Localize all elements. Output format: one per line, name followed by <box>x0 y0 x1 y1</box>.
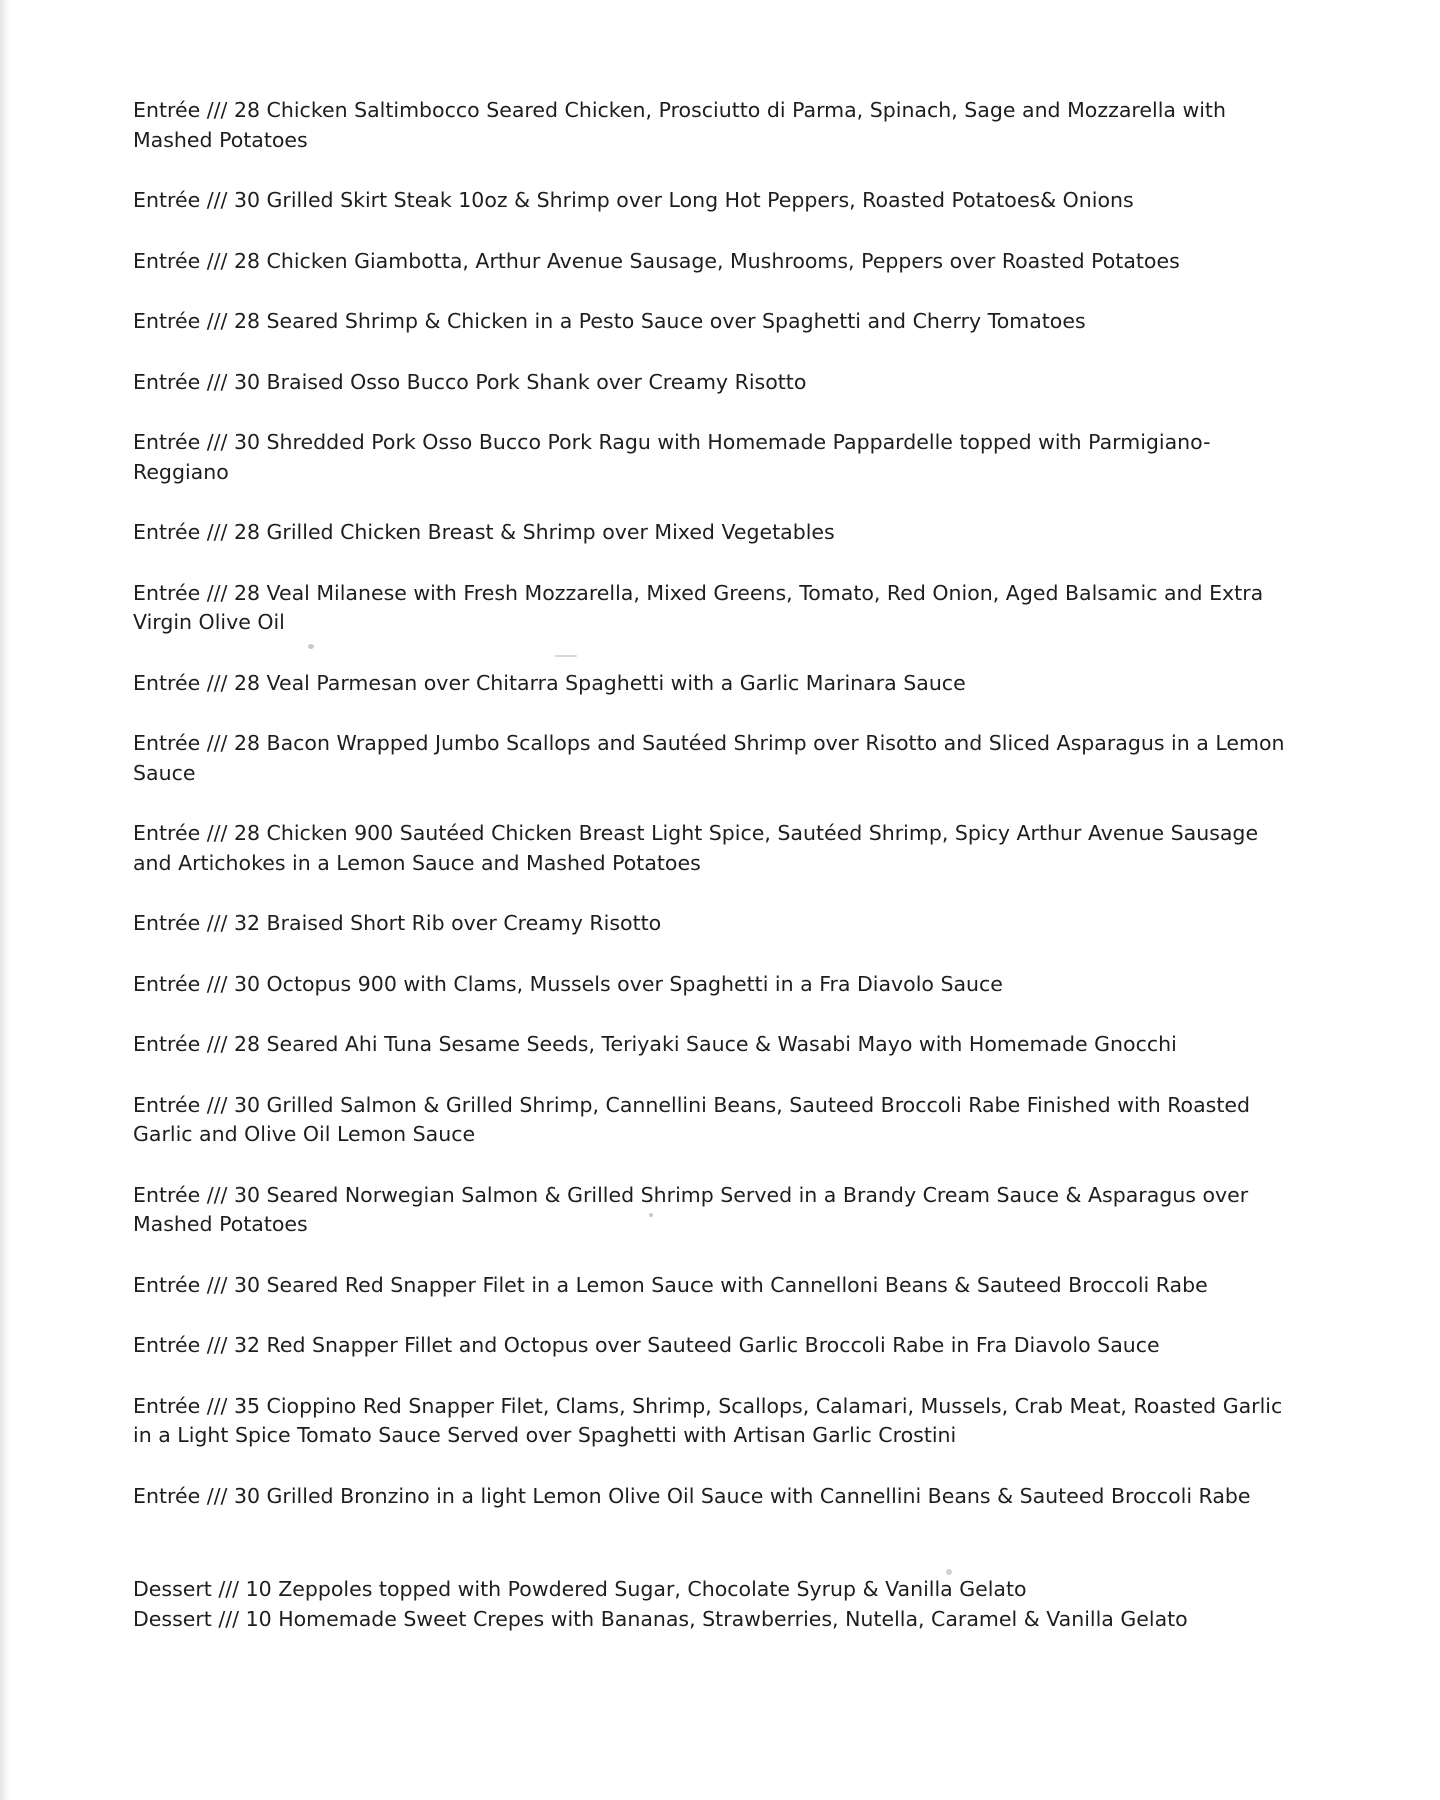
entree-item: Entrée /// 28 Seared Ahi Tuna Sesame Seeds, Teriyaki Sauce & Wasabi Mayo with Homemade Gnocchi <box>133 1032 1177 1056</box>
entree-item: Entrée /// 30 Grilled Bronzino in a light Lemon Olive Oil Sauce with Cannellini Beans & Sauteed Broccoli Rabe <box>133 1483 1251 1508</box>
entree-item: Entrée /// 30 Octopus 900 with Clams, Mussels over Spaghetti in a Fra Diavolo Sauce <box>133 971 1003 996</box>
entree-item: Entrée /// 28 Seared Shrimp & Chicken in a Pesto Sauce over Spaghetti and Cherry Tomatoes <box>133 309 1086 333</box>
entree-item: Entrée /// 30 Shredded Pork Osso Bucco Pork Ragu with Homemade Pappardelle topped with Parmigiano-Reggiano <box>133 430 1211 484</box>
entree-item: Entrée /// 28 Grilled Chicken Breast & Shrimp over Mixed Vegetables <box>133 520 835 544</box>
scan-speck <box>649 1213 653 1217</box>
entree-list <box>133 96 1293 1511</box>
entree-item: Entrée /// 28 Veal Milanese with Fresh Mozzarella, Mixed Greens, Tomato, Red Onion, Aged Balsamic and Extra Virgin Olive Oil <box>133 580 1264 634</box>
entree-item: Entrée /// 30 Grilled Skirt Steak 10oz & Shrimp over Long Hot Peppers, Roasted Potatoes& Onions <box>133 188 1134 212</box>
entree-item: Entrée /// 28 Chicken Saltimbocco Seared Chicken, Prosciutto di Parma, Spinach, Sage and Mozzarella with Mashed Potatoes <box>133 98 1226 152</box>
entree-item: Entrée /// 30 Seared Norwegian Salmon & Grilled Shrimp Served in a Brandy Cream Sauce & Asparagus over Mashed Potatoes <box>133 1182 1249 1236</box>
dessert-list <box>133 1575 1293 1634</box>
menu-body <box>133 96 1293 1634</box>
entree-item: Entrée /// 28 Chicken Giambotta, Arthur Avenue Sausage, Mushrooms, Peppers over Roasted Potatoes <box>133 248 1180 273</box>
entree-item: Entrée /// 35 Cioppino Red Snapper Filet, Clams, Shrimp, Scallops, Calamari, Mussels, Crab Meat, Roasted Garlic in a Light Spice Tomato Sauce Served over Spaghetti with Artisan Garlic Crostini <box>133 1393 1283 1447</box>
entree-item: Entrée /// 30 Braised Osso Bucco Pork Shank over Creamy Risotto <box>133 369 807 394</box>
dessert-item: Dessert /// 10 Homemade Sweet Crepes with Bananas, Strawberries, Nutella, Caramel & Vanilla Gelato <box>133 1606 1188 1631</box>
scan-speck <box>946 1569 952 1575</box>
entree-item: Entrée /// 28 Veal Parmesan over Chitarra Spaghetti with a Garlic Marinara Sauce <box>133 670 966 695</box>
entree-item: Entrée /// 28 Bacon Wrapped Jumbo Scallops and Sautéed Shrimp over Risotto and Sliced Asparagus in a Lemon Sauce <box>133 731 1285 785</box>
entree-item: Entrée /// 32 Red Snapper Fillet and Octopus over Sauteed Garlic Broccoli Rabe in Fra Diavolo Sauce <box>133 1333 1160 1357</box>
entree-item: Entrée /// 28 Chicken 900 Sautéed Chicken Breast Light Spice, Sautéed Shrimp, Spicy Arthur Avenue Sausage and Artichokes in a Lemon Sauce and Mashed Potatoes <box>133 821 1259 875</box>
entree-item: Entrée /// 30 Grilled Salmon & Grilled Shrimp, Cannellini Beans, Sauteed Broccoli Rabe Finished with Roasted Garlic and Olive Oil Lemon Sauce <box>133 1092 1250 1146</box>
scan-speck <box>308 644 314 649</box>
entree-item: Entrée /// 32 Braised Short Rib over Creamy Risotto <box>133 911 662 935</box>
entree-item: Entrée /// 30 Seared Red Snapper Filet in a Lemon Sauce with Cannelloni Beans & Sauteed Broccoli Rabe <box>133 1272 1208 1297</box>
dessert-item: Dessert /// 10 Zeppoles topped with Powdered Sugar, Chocolate Syrup & Vanilla Gelato <box>133 1577 1027 1601</box>
scan-speck <box>555 655 577 657</box>
